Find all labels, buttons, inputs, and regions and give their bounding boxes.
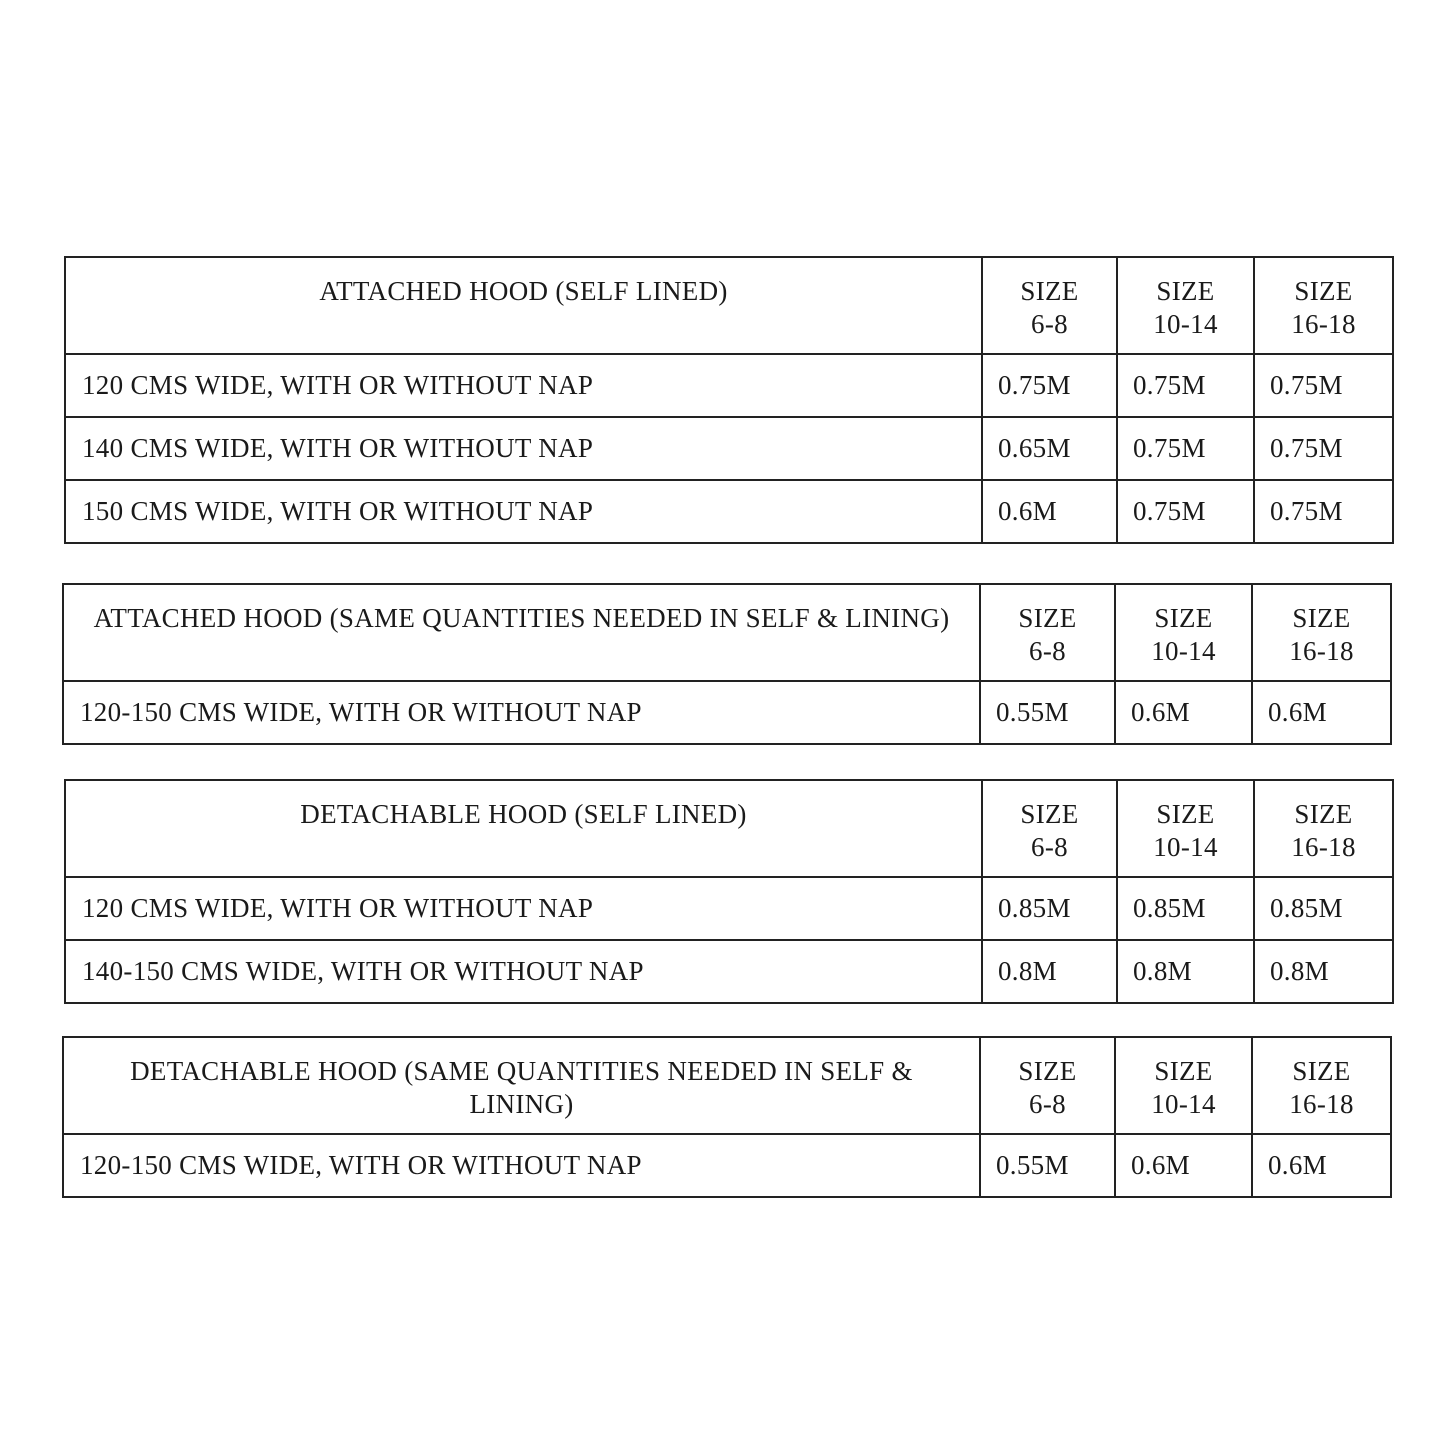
detachable-hood-self-and-lining-table [62, 1036, 1392, 1198]
size-label: SIZE [1292, 603, 1351, 633]
table-row [65, 354, 1393, 417]
fabric-width-label: 140 CMS WIDE, WITH OR WITHOUT NAP [65, 417, 982, 480]
fabric-width-label: 120-150 CMS WIDE, WITH OR WITHOUT NAP [63, 681, 980, 744]
fabric-width-label: 120 CMS WIDE, WITH OR WITHOUT NAP [65, 877, 982, 940]
size-range: 6-8 [1029, 1089, 1066, 1119]
quantity-cell: 0.75M [1117, 417, 1254, 480]
size-header [1117, 780, 1254, 877]
quantity-cell: 0.8M [1254, 940, 1393, 1003]
size-header [1254, 780, 1393, 877]
size-range: 10-14 [1151, 1089, 1216, 1119]
quantity-cell: 0.75M [1117, 354, 1254, 417]
table-title: DETACHABLE HOOD (SELF LINED) [65, 780, 982, 877]
quantity-cell: 0.75M [1254, 354, 1393, 417]
quantity-cell: 0.6M [1252, 1134, 1391, 1197]
table-header-row [63, 1037, 1391, 1134]
quantity-cell: 0.75M [1254, 480, 1393, 543]
quantity-cell: 0.8M [1117, 940, 1254, 1003]
quantity-cell: 0.6M [1252, 681, 1391, 744]
quantity-cell: 0.85M [1117, 877, 1254, 940]
size-range: 10-14 [1153, 832, 1218, 862]
table-header-row [65, 257, 1393, 354]
size-range: 16-18 [1289, 1089, 1354, 1119]
table-title: ATTACHED HOOD (SAME QUANTITIES NEEDED IN SELF & LINING) [63, 584, 980, 681]
size-header [1117, 257, 1254, 354]
table-title: ATTACHED HOOD (SELF LINED) [65, 257, 982, 354]
quantity-cell: 0.6M [982, 480, 1117, 543]
size-range: 6-8 [1031, 309, 1068, 339]
size-range: 16-18 [1291, 309, 1356, 339]
size-header [1252, 1037, 1391, 1134]
quantity-cell: 0.55M [980, 1134, 1115, 1197]
size-header [1115, 1037, 1252, 1134]
fabric-width-label: 140-150 CMS WIDE, WITH OR WITHOUT NAP [65, 940, 982, 1003]
quantity-cell: 0.75M [982, 354, 1117, 417]
size-header [980, 1037, 1115, 1134]
detachable-hood-self-lined-table [64, 779, 1394, 1004]
quantity-cell: 0.85M [1254, 877, 1393, 940]
size-range: 16-18 [1291, 832, 1356, 862]
size-header [980, 584, 1115, 681]
size-label: SIZE [1020, 276, 1079, 306]
table-title: DETACHABLE HOOD (SAME QUANTITIES NEEDED IN SELF & LINING) [63, 1037, 980, 1134]
size-label: SIZE [1018, 603, 1077, 633]
fabric-width-label: 120-150 CMS WIDE, WITH OR WITHOUT NAP [63, 1134, 980, 1197]
attached-hood-self-and-lining-table [62, 583, 1392, 745]
size-label: SIZE [1156, 276, 1215, 306]
fabric-width-label: 150 CMS WIDE, WITH OR WITHOUT NAP [65, 480, 982, 543]
table-row [65, 417, 1393, 480]
size-range: 10-14 [1153, 309, 1218, 339]
size-label: SIZE [1156, 799, 1215, 829]
size-range: 16-18 [1289, 636, 1354, 666]
quantity-cell: 0.65M [982, 417, 1117, 480]
size-header [1252, 584, 1391, 681]
table-row [65, 877, 1393, 940]
size-label: SIZE [1154, 603, 1213, 633]
size-label: SIZE [1294, 276, 1353, 306]
size-header [1254, 257, 1393, 354]
table-row [65, 940, 1393, 1003]
table-header-row [65, 780, 1393, 877]
table-row [65, 480, 1393, 543]
size-label: SIZE [1292, 1056, 1351, 1086]
size-label: SIZE [1020, 799, 1079, 829]
size-range: 6-8 [1029, 636, 1066, 666]
size-label: SIZE [1294, 799, 1353, 829]
table-header-row [63, 584, 1391, 681]
size-label: SIZE [1154, 1056, 1213, 1086]
size-header [982, 257, 1117, 354]
size-header [1115, 584, 1252, 681]
size-label: SIZE [1018, 1056, 1077, 1086]
quantity-cell: 0.75M [1117, 480, 1254, 543]
size-header [982, 780, 1117, 877]
quantity-cell: 0.85M [982, 877, 1117, 940]
fabric-width-label: 120 CMS WIDE, WITH OR WITHOUT NAP [65, 354, 982, 417]
quantity-cell: 0.75M [1254, 417, 1393, 480]
size-range: 6-8 [1031, 832, 1068, 862]
size-range: 10-14 [1151, 636, 1216, 666]
table-row [63, 1134, 1391, 1197]
table-row [63, 681, 1391, 744]
quantity-cell: 0.6M [1115, 681, 1252, 744]
quantity-cell: 0.55M [980, 681, 1115, 744]
quantity-cell: 0.8M [982, 940, 1117, 1003]
attached-hood-self-lined-table [64, 256, 1394, 544]
quantity-cell: 0.6M [1115, 1134, 1252, 1197]
